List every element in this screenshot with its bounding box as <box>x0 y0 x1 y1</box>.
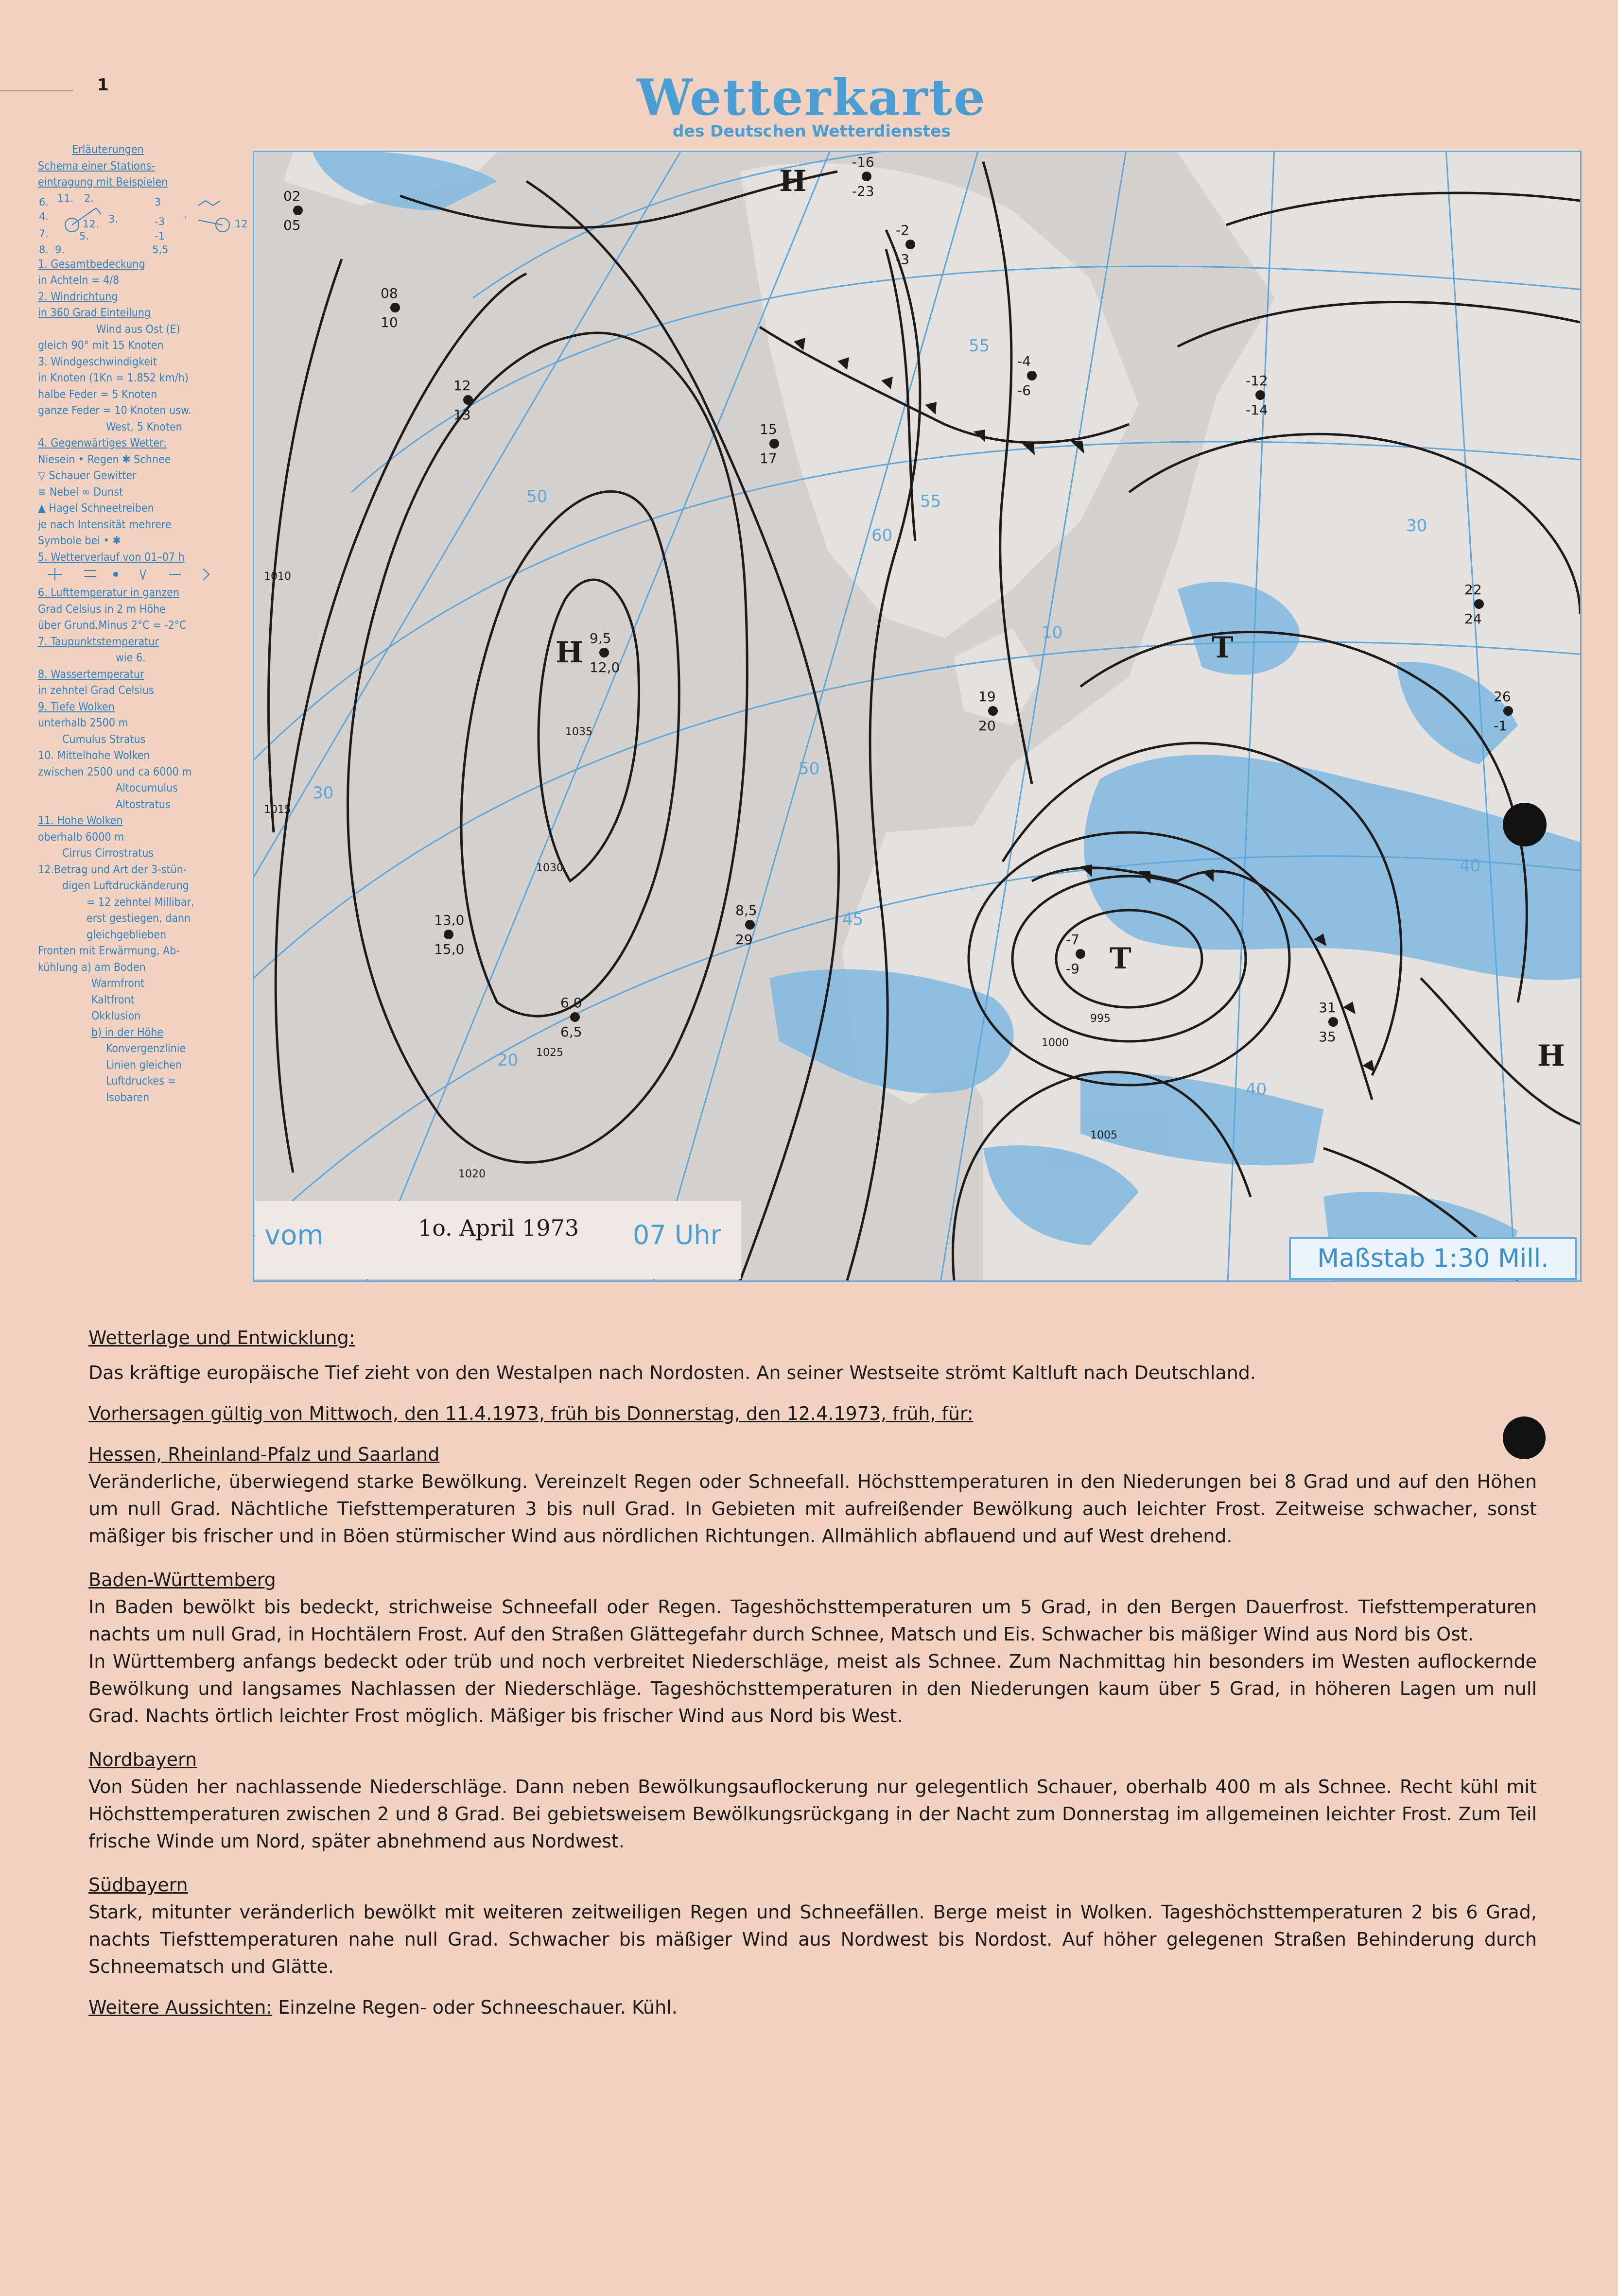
svg-text:40: 40 <box>1246 1080 1267 1099</box>
legend-item-34: oberhalb 6000 m <box>38 830 124 844</box>
legend-item-27: unterhalb 2500 m <box>38 717 128 729</box>
legend-item-31: Altocumulus <box>116 782 178 794</box>
legend-item-21: über Grund.Minus 2°C = -2°C <box>38 619 187 632</box>
legend-item-40: gleichgeblieben <box>87 928 167 941</box>
map-title: Wetterkarte <box>637 69 987 127</box>
station-value: 24 <box>1464 611 1482 627</box>
legend-item-26: 9. Tiefe Wolken <box>38 700 115 713</box>
station-value: 15,0 <box>434 941 465 957</box>
legend-item-5: gleich 90° mit 15 Knoten <box>38 339 164 352</box>
svg-text:30: 30 <box>1406 516 1427 535</box>
legend-item-16: je nach Intensität mehrere <box>38 518 172 531</box>
svg-text:5,5: 5,5 <box>152 243 169 256</box>
map-date-prefix: vom <box>264 1220 324 1251</box>
map-scale: Maßstab 1:30 Mill. <box>1289 1237 1577 1280</box>
legend-item-28: Cumulus Stratus <box>62 733 146 746</box>
station-value: 35 <box>1319 1029 1336 1045</box>
region-text-baden: In Baden bewölkt bis bedeckt, strichweise Schneefall oder Regen. Tageshöchsttemperaturen um 5 Grad, in den Bergen Dauerfrost. Tiefsttemperaturen nachts um null Grad, in Hochtälern Frost. Auf den Straßen Glättegefahr durch Schnee, Matsch und Eis. Schwacher bis mäßiger Wind aus Nord bis Ost. <box>88 1596 1537 1645</box>
isobar-label: 995 <box>1090 1013 1111 1025</box>
svg-text:9.: 9. <box>55 243 65 256</box>
station-value: 6,5 <box>560 1024 582 1040</box>
svg-text:11.: 11. <box>57 192 74 204</box>
svg-text:5.: 5. <box>79 230 89 242</box>
legend-item-9: ganze Feder = 10 Knoten usw. <box>38 404 191 417</box>
legend-item-49: Luftdruckes = <box>106 1075 176 1088</box>
station-value: 13 <box>453 407 471 423</box>
svg-text:.: . <box>184 208 187 220</box>
legend-item-33: 11. Hohe Wolken <box>38 814 123 827</box>
station-value: 20 <box>978 718 996 734</box>
station-value: 6,0 <box>560 995 582 1011</box>
station-value: 12 <box>453 378 471 394</box>
weather-course-symbols <box>38 566 252 585</box>
map-time: 07 Uhr <box>633 1220 721 1250</box>
station-value: 29 <box>735 932 753 948</box>
svg-text:12.: 12. <box>83 218 99 230</box>
station-value: 08 <box>381 285 398 301</box>
legend-item-46: b) in der Höhe <box>91 1026 164 1039</box>
high-pressure-centre-atlantic: H <box>556 636 583 670</box>
svg-text:3.: 3. <box>108 213 119 225</box>
svg-text:12: 12 <box>235 218 248 230</box>
outlook-text: Einzelne Regen- oder Schneeschauer. Kühl. <box>272 1997 678 2018</box>
map-date: 1o. April 1973 <box>418 1215 579 1241</box>
svg-text:3: 3 <box>155 196 161 208</box>
legend-item-12: Niesein • Regen ✱ Schnee <box>38 453 171 466</box>
legend-item-3: in 360 Grad Einteilung <box>38 307 151 319</box>
station-value: -6 <box>1017 382 1031 398</box>
region-heading-nordbayern: Nordbayern <box>88 1749 197 1770</box>
svg-text:10: 10 <box>1042 623 1063 642</box>
station-schema-diagram <box>38 191 252 257</box>
legend-item-14: ≡ Nebel ∞ Dunst <box>38 485 123 499</box>
map-subtitle: des Deutschen Wetterdienstes <box>672 121 951 140</box>
station-value: 26 <box>1494 689 1511 705</box>
legend-item-18: 5. Wetterverlauf von 01–07 h <box>38 551 185 564</box>
punch-hole-upper <box>1503 803 1547 846</box>
station-value: 17 <box>760 450 777 466</box>
station-value: 02 <box>283 188 301 204</box>
legend-item-44: Kaltfront <box>91 993 135 1006</box>
svg-text:7.: 7. <box>39 227 49 240</box>
svg-text:55: 55 <box>920 492 941 511</box>
high-pressure-centre-east: H <box>1537 1039 1565 1073</box>
legend-item-2: 2. Windrichtung <box>38 290 118 303</box>
punch-hole-lower <box>1503 1416 1546 1459</box>
station-value: -12 <box>1246 373 1268 389</box>
station-value: 22 <box>1464 582 1482 598</box>
legend-item-39: erst gestiegen, dann <box>87 912 191 925</box>
legend-item-32: Altostratus <box>116 798 171 811</box>
station-value: -7 <box>1066 932 1079 948</box>
svg-text:2.: 2. <box>84 192 94 204</box>
legend-title: Erläuterungen <box>72 143 144 156</box>
region-text-suedbayern: Stark, mitunter veränderlich bewölkt mit weiteren zeitweiligen Regen und Schneefällen. Berge meist in Wolken. Tageshöchsttemperaturen 2 bis 6 Grad, nachts Tiefsttemperaturen nahe null Grad. Schwacher bis mäßiger Wind aus Nordwest bis Nordost. Auf höher gelegenen Straßen Behinderung durch Schneematsch und Glätte. <box>88 1901 1537 1977</box>
svg-text:45: 45 <box>842 910 864 929</box>
region-heading-suedbayern: Südbayern <box>88 1874 188 1896</box>
legend-item-37: digen Luftdruckänderung <box>62 880 189 892</box>
forecast-heading: Vorhersagen gültig von Mittwoch, den 11.4.1973, früh bis Donnerstag, den 12.4.1973, früh, für: <box>88 1403 974 1424</box>
svg-text:-1: -1 <box>155 230 165 242</box>
margin-rule <box>0 90 73 91</box>
svg-text:50: 50 <box>526 487 548 506</box>
isobar-label: 1015 <box>264 804 291 816</box>
legend-panel <box>38 142 252 1106</box>
legend-item-29: 10. Mittelhohe Wolken <box>38 749 150 762</box>
legend-item-17: Symbole bei • ✱ <box>38 535 121 547</box>
svg-text:55: 55 <box>969 336 990 356</box>
station-value: 13,0 <box>434 912 465 928</box>
legend-item-30: zwischen 2500 und ca 6000 m <box>38 765 192 778</box>
legend-item-43: Warmfront <box>91 977 145 990</box>
svg-text:30: 30 <box>313 783 334 803</box>
svg-text:60: 60 <box>871 526 893 545</box>
legend-schema-line-2: eintragung mit Beispielen <box>38 176 168 189</box>
isobar-label: 1030 <box>536 862 563 874</box>
region-text-wuerttemberg: In Württemberg anfangs bedeckt oder trüb und noch verbreitet Niederschläge, meist als Schnee. Zum Nachmittag hin besonders im Westen auflockernde Bewölkung und langsames Nachlassen der Niederschläge. Tageshöchsttemperaturen in den Niederungen kaum über 5 Grad, in höheren Lagen um null Grad. Nachts örtlich leichter Frost möglich. Mäßiger bis frischer Wind aus Nord bis West. <box>88 1651 1537 1726</box>
station-value: 05 <box>283 217 301 233</box>
legend-schema-line-1: Schema einer Stations- <box>38 159 155 173</box>
station-value: 9,5 <box>590 630 611 646</box>
legend-item-47: Konvergenzlinie <box>106 1042 186 1055</box>
legend-item-24: 8. Wassertemperatur <box>38 668 144 681</box>
legend-item-15: ▲ Hagel Schneetreiben <box>38 502 154 515</box>
isobar-label: 1020 <box>458 1168 486 1180</box>
weather-course-icon <box>38 566 247 583</box>
region-text-hessen: Veränderliche, überwiegend starke Bewölkung. Vereinzelt Regen oder Schneefall. Höchsttemperaturen in den Niederungen bei 8 Grad und auf den Höhen um null Grad. Nächtliche Tiefsttemperaturen 3 bis null Grad. In Gebieten mit aufreißender Bewölkung auch leichter Frost. Zeitweise schwacher, sonst mäßiger bis frischer und in Böen stürmischer Wind aus nördlichen Richtungen. Allmählich abflauend und auf West drehend. <box>88 1471 1537 1547</box>
text-body <box>88 1324 1537 2021</box>
legend-item-13: ▽ Schauer Gewitter <box>38 469 137 482</box>
station-value: 15 <box>760 421 777 437</box>
legend-item-22: 7. Taupunktstemperatur <box>38 635 159 648</box>
station-value: 10 <box>381 314 398 330</box>
legend-item-7: in Knoten (1Kn = 1.852 km/h) <box>38 372 189 384</box>
station-value: -1 <box>1494 718 1507 734</box>
station-value: -9 <box>1066 961 1079 977</box>
region-heading-hessen: Hessen, Rheinland-Pfalz und Saarland <box>88 1444 440 1465</box>
svg-text:50: 50 <box>799 759 820 778</box>
legend-item-41: Fronten mit Erwärmung, Ab- <box>38 945 180 957</box>
weather-map <box>253 151 1582 1282</box>
svg-text:4.: 4. <box>39 210 49 223</box>
region-heading-bw: Baden-Württemberg <box>88 1569 276 1590</box>
low-pressure-centre-alps: T <box>1110 942 1131 976</box>
outlook <box>88 1994 1537 2021</box>
legend-item-45: Okklusion <box>91 1010 141 1022</box>
svg-text:20: 20 <box>497 1051 519 1070</box>
legend-item-48: Linien gleichen <box>106 1058 182 1071</box>
isobar-label: 1010 <box>264 570 291 583</box>
lage-text: Das kräftige europäische Tief zieht von den Westalpen nach Nordosten. An seiner Westseite strömt Kaltluft nach Deutschland. <box>88 1362 1256 1383</box>
weather-map-drawing <box>254 152 1580 1280</box>
station-schema-icon <box>38 191 252 257</box>
legend-item-6: 3. Windgeschwindigkeit <box>38 355 157 368</box>
legend-item-38: = 12 zehntel Millibar, <box>87 896 194 909</box>
svg-text:40: 40 <box>1460 856 1481 876</box>
legend-item-23: wie 6. <box>116 652 146 664</box>
legend-item-20: Grad Celsius in 2 m Höhe <box>38 603 166 616</box>
legend-item-10: West, 5 Knoten <box>106 420 182 433</box>
station-value: -2 <box>896 222 909 238</box>
legend-item-19: 6. Lufttemperatur in ganzen <box>38 587 179 599</box>
legend-item-11: 4. Gegenwärtiges Wetter: <box>38 437 167 449</box>
isobar-label: 1035 <box>565 726 592 738</box>
land-masses <box>283 152 1580 1280</box>
station-value: 31 <box>1319 1000 1336 1016</box>
station-value: -3 <box>896 251 909 267</box>
legend-item-25: in zehntel Grad Celsius <box>38 684 154 697</box>
station-value: -4 <box>1017 353 1031 369</box>
legend-item-35: Cirrus Cirrostratus <box>62 847 154 860</box>
station-value: -14 <box>1246 402 1268 418</box>
legend-item-1: in Achteln = 4/8 <box>38 274 120 287</box>
station-value: -23 <box>852 183 874 199</box>
lage-heading: Wetterlage und Entwicklung: <box>88 1327 355 1348</box>
isobar-label: 1025 <box>536 1047 563 1059</box>
legend-item-50: Isobaren <box>106 1091 150 1104</box>
legend-item-0: 1. Gesamtbedeckung <box>38 258 145 271</box>
legend-item-8: halbe Feder = 5 Knoten <box>38 388 157 401</box>
page-number: 1 <box>97 75 109 95</box>
svg-text:6.: 6. <box>39 196 49 208</box>
station-value: -16 <box>852 154 874 170</box>
low-pressure-centre-north: T <box>1212 631 1234 665</box>
region-text-nordbayern: Von Süden her nachlassende Niederschläge. Dann neben Bewölkungsauflockerung nur gelegentlich Schauer, oberhalb 400 m als Schnee. Recht kühl mit Höchsttemperaturen zwischen 2 und 8 Grad. Bei gebietsweisem Bewölkungsrückgang in der Nacht zum Donnerstag im allgemeinen leichter Frost. Zum Teil frische Winde um Nord, später abnehmend aus Nordwest. <box>88 1776 1537 1852</box>
outlook-heading: Weitere Aussichten: <box>88 1997 273 2018</box>
isobar-label: 1000 <box>1042 1037 1069 1049</box>
station-value: 19 <box>978 689 996 705</box>
isobar-label: 1005 <box>1090 1129 1117 1141</box>
svg-text:8.: 8. <box>39 243 49 256</box>
svg-text:-3: -3 <box>155 215 165 227</box>
legend-item-42: kühlung a) am Boden <box>38 961 146 974</box>
legend-item-36: 12.Betrag und Art der 3-stün- <box>38 863 187 876</box>
high-pressure-centre-north: H <box>779 164 807 198</box>
station-value: 12,0 <box>590 659 620 675</box>
legend-item-4: Wind aus Ost (E) <box>96 323 180 336</box>
station-value: 8,5 <box>735 902 757 918</box>
